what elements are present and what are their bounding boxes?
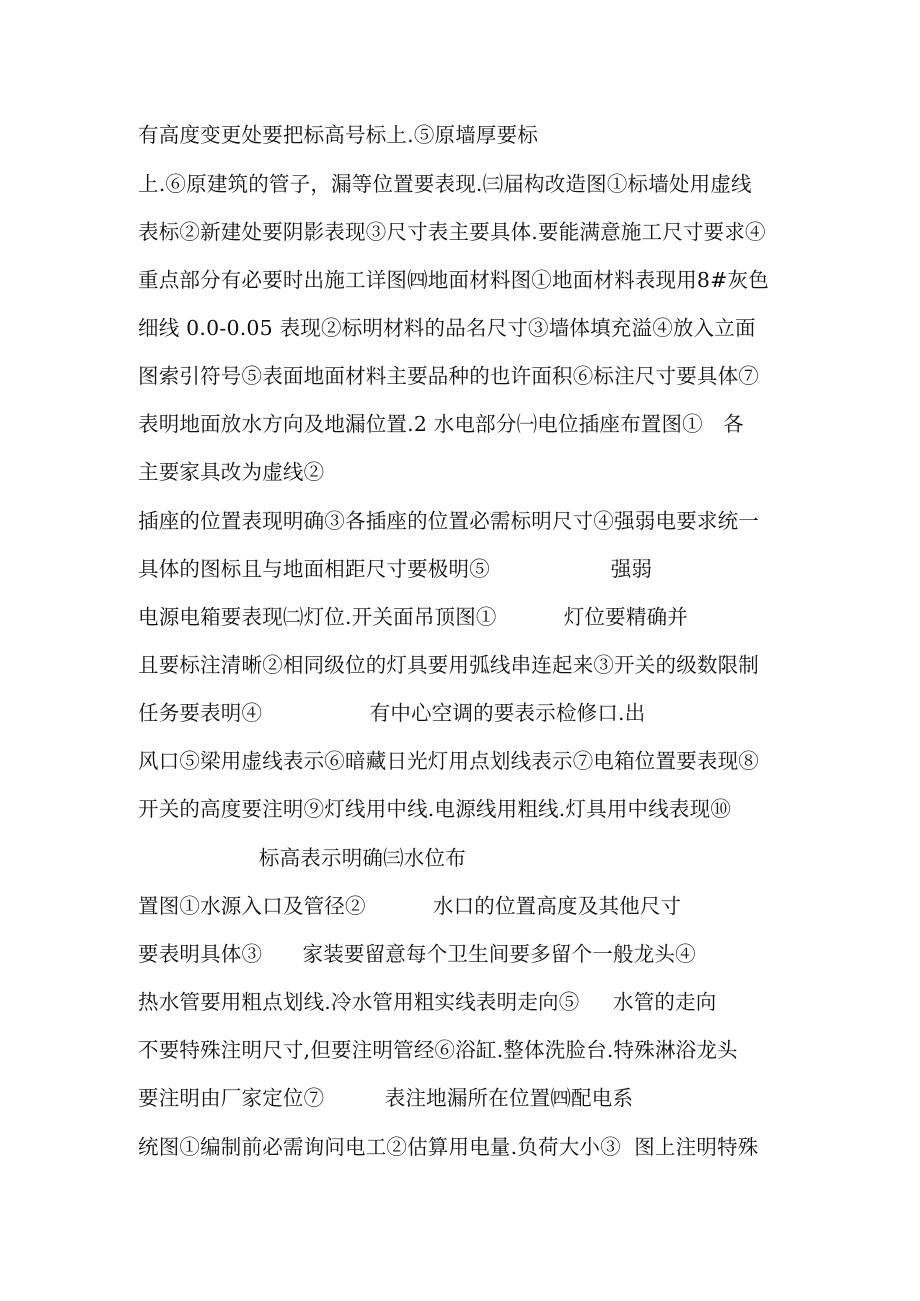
- text-line: 且要标注清晰②相同级位的灯具要用弧线串连起来③开关的级数限制: [138, 653, 759, 677]
- text-line: 开关的高度要注明⑨灯线用中线.电源线用粗线.灯具用中线表现⑩: [138, 797, 732, 821]
- text-line: 具体的图标且与地面相距尺寸要极明⑤ 强弱: [138, 557, 653, 581]
- text-line: 统图①编制前必需询问电工②估算用电量.负荷大小③ 图上注明特殊: [138, 1135, 759, 1159]
- text-line: 置图①水源入口及管径② 水口的位置高度及其他尺寸: [138, 894, 682, 918]
- text-line: 表标②新建处要阴影表现③尺寸表主要具体.要能满意施工尺寸要求④: [138, 220, 766, 244]
- text-line: 重点部分有必要时出施工详图㈣地面材料图①地面材料表现用8#灰色: [138, 268, 769, 292]
- text-line: 细线 0.0-0.05 表现②标明材料的品名尺寸③墙体填充溢④放入立面: [138, 316, 756, 340]
- text-line: 热水管要用粗点划线.冷水管用粗实线表明走向⑤ 水管的走向: [138, 990, 717, 1014]
- text-line: 插座的位置表现明确③各插座的位置必需标明尺寸④强弱电要求统一: [138, 509, 759, 533]
- text-line: 要表明具体③ 家装要留意每个卫生间要多留个一般龙头④: [138, 942, 696, 966]
- text-line: 有高度变更处要把标高号标上.⑤原墙厚要标: [138, 123, 539, 147]
- text-line: 图索引符号⑤表面地面材料主要品种的也许面积⑥标注尺寸要具体⑦: [138, 364, 759, 388]
- text-line: 表明地面放水方向及地漏位置.2 水电部分㈠电位插座布置图① 各: [138, 412, 744, 436]
- text-line: 上.⑥原建筑的管子，漏等位置要表现.㈢届构改造图①标墙处用虚线: [138, 172, 752, 196]
- text-line: 任务要表明④ 有中心空调的要表示检修口.出: [138, 701, 646, 725]
- text-line: 主要家具改为虚线②: [138, 460, 325, 484]
- text-line: 标高表示明确㈢水位布: [138, 846, 466, 870]
- text-line: 风口⑤梁用虚线表示⑥暗藏日光灯用点划线表示⑦电箱位置要表现⑧: [138, 749, 759, 773]
- text-line: 不要特殊注明尺寸,但要注明管经⑥浴缸.整体洗脸台.特殊淋浴龙头: [138, 1038, 738, 1062]
- text-line: 电源电箱要表现㈡灯位.开关面吊顶图① 灯位要精确并: [138, 605, 688, 629]
- text-line: 要注明由厂家定位⑦ 表注地漏所在位置㈣配电系: [138, 1086, 634, 1110]
